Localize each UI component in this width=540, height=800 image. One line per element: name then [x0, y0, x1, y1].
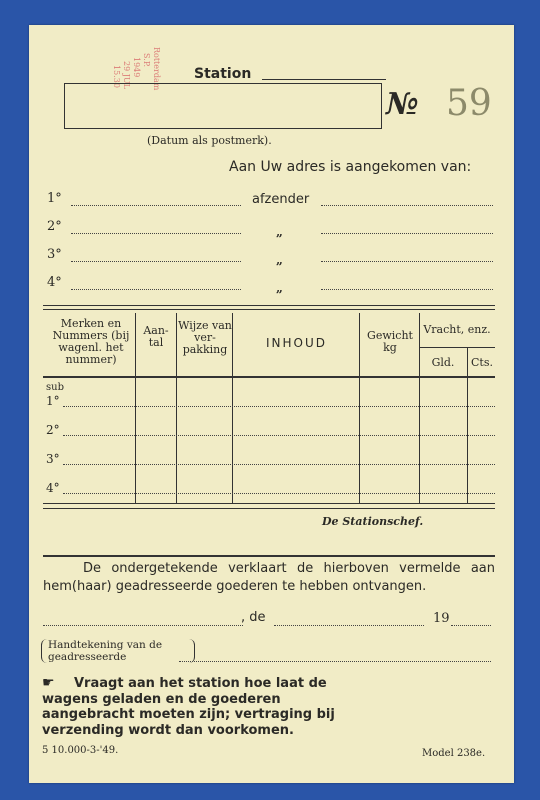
- date-line: [274, 625, 424, 626]
- table-rule: [43, 503, 495, 504]
- table-row-label: 4°: [46, 481, 60, 495]
- col-header-gewicht: Gewicht kg: [367, 329, 413, 354]
- dotted-line: [321, 205, 493, 206]
- stamp-line: Rotterdam: [152, 47, 161, 91]
- instruction-note: Vraagt aan het station hoe laat de wagens geladen en de goederen aangebracht moeten zijn; vertraging bij verzending wordt dan voorkomen.: [42, 676, 335, 738]
- place-line: [43, 625, 243, 626]
- stamp-line: 1949: [132, 57, 141, 78]
- stamp-line: S.P.: [142, 53, 151, 68]
- date-de: , de: [241, 610, 266, 625]
- col-header-cts: Cts.: [471, 356, 493, 369]
- table-row-label: 2°: [46, 423, 60, 437]
- intro-text: Aan Uw adres is aangekomen van:: [229, 159, 472, 175]
- table-row-dots: [63, 435, 495, 436]
- ditto-mark: „: [276, 225, 283, 239]
- station-label: Station: [194, 66, 252, 82]
- sender-num: 2°: [47, 219, 62, 234]
- table-divider: [232, 313, 233, 503]
- table-row-dots: [63, 464, 495, 465]
- table-rule: [43, 376, 495, 378]
- stationschef-label: De Stationschef.: [322, 515, 424, 528]
- dotted-line: [321, 233, 493, 234]
- col-header-vracht: Vracht, enz.: [423, 323, 491, 336]
- dotted-line: [71, 289, 241, 290]
- dotted-line: [321, 289, 493, 290]
- table-divider: [176, 313, 177, 503]
- year-prefix: 19: [433, 611, 450, 626]
- col-header-inhoud: INHOUD: [265, 336, 327, 350]
- ditto-mark: „: [276, 253, 283, 267]
- table-divider: [359, 313, 360, 503]
- dotted-line: [71, 205, 241, 206]
- col-header-merken: Merken en Nummers (bij wagenl. het nummer): [52, 317, 130, 366]
- station-box: [64, 83, 382, 129]
- declaration-text: De ondergetekende verklaart de hierboven vermelde aan hem(haar) geadresseerde goederen te hebben ontvangen.: [43, 561, 495, 594]
- section-rule: [43, 555, 495, 557]
- table-rule: [419, 347, 495, 348]
- table-rule: [43, 508, 495, 509]
- sender-num: 1°: [47, 191, 62, 206]
- table-row-label: 3°: [46, 452, 60, 466]
- sender-num: 3°: [47, 247, 62, 262]
- station-underline: [262, 79, 386, 80]
- col-header-gld: Gld.: [431, 356, 455, 369]
- table-divider: [419, 313, 420, 503]
- sub-label: sub: [46, 382, 64, 393]
- table-rule: [43, 305, 495, 306]
- table-row-dots: [63, 406, 495, 407]
- pointing-hand-icon: ☛: [42, 675, 55, 691]
- sender-label: afzender: [252, 192, 310, 207]
- model-number: Model 238e.: [422, 748, 486, 759]
- signature-line: [179, 661, 491, 662]
- table-row-dots: [63, 493, 495, 494]
- dotted-line: [71, 261, 241, 262]
- postcard: [29, 25, 514, 783]
- number-sign: №: [386, 87, 419, 122]
- table-divider: [467, 347, 468, 503]
- datum-label: (Datum als postmerk).: [147, 134, 272, 147]
- card-number: 59: [446, 83, 492, 124]
- sender-num: 4°: [47, 275, 62, 290]
- col-header-aantal: Aan-tal: [143, 324, 169, 349]
- year-line: [451, 625, 491, 626]
- stamp-line: 29 JUL: [122, 61, 131, 89]
- stamp-line: 15.30: [112, 65, 121, 88]
- table-rule: [43, 309, 495, 310]
- table-divider: [135, 313, 136, 503]
- print-code: 5 10.000-3-'49.: [42, 745, 119, 756]
- table-row-label: 1°: [46, 394, 60, 408]
- dotted-line: [321, 261, 493, 262]
- ditto-mark: „: [276, 281, 283, 295]
- col-header-wijze: Wijze van ver-pakking: [178, 319, 232, 356]
- signature-label: Handtekening van de geadresseerde: [41, 639, 195, 663]
- dotted-line: [71, 233, 241, 234]
